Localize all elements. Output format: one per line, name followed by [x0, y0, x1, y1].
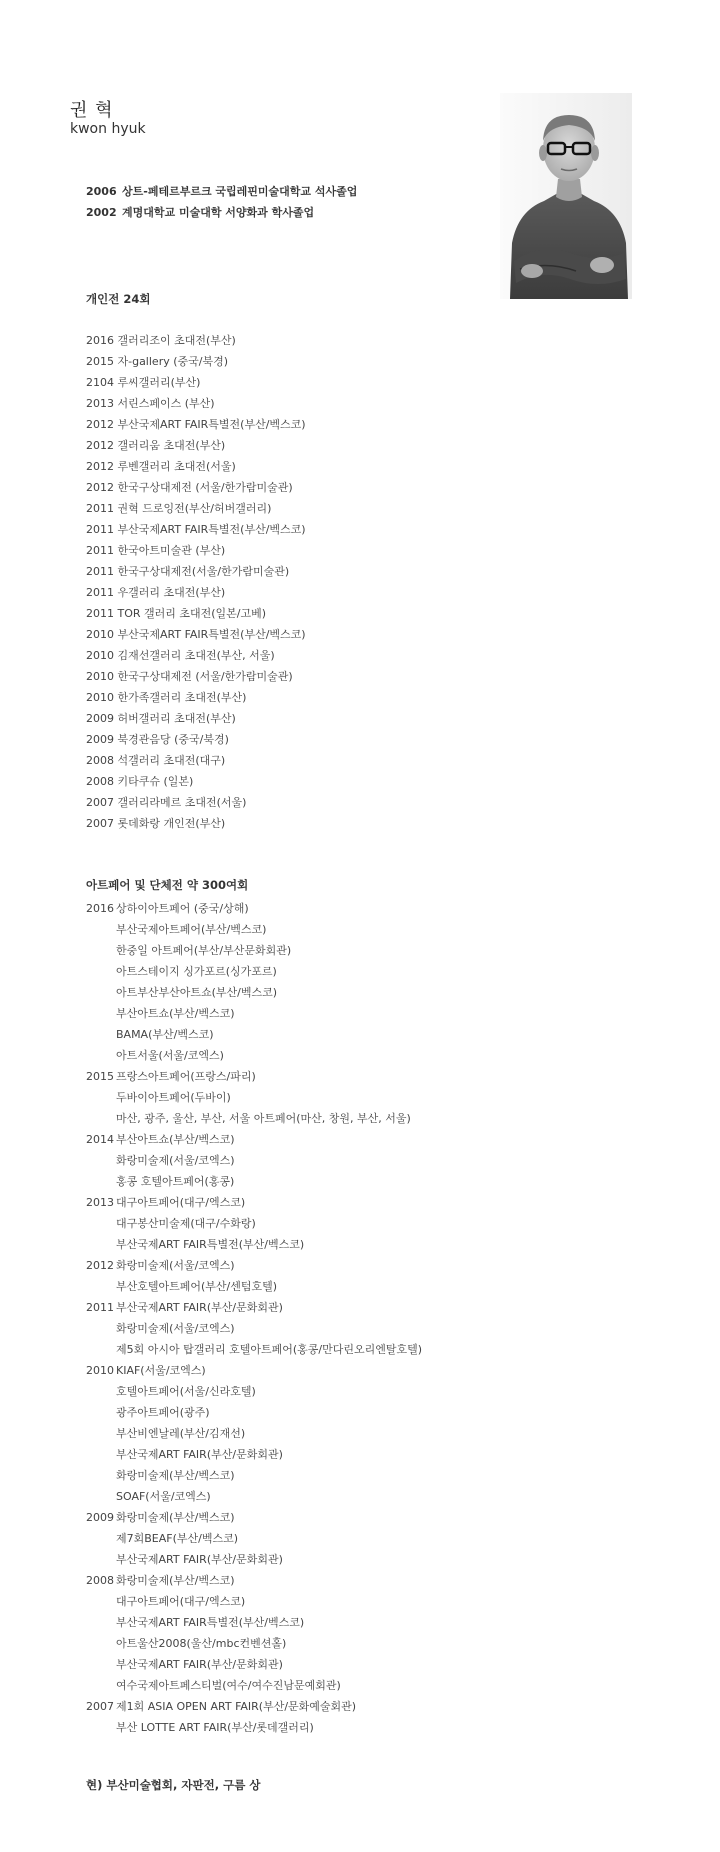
list-item: 2009 북경관음당 (중국/북경): [86, 733, 229, 746]
list-item: 2011 부산국제ART FAIR특별전(부산/벡스코): [86, 523, 306, 536]
fair-text: 제7회BEAF(부산/벡스코): [116, 1532, 239, 1545]
education-list: [86, 182, 357, 223]
fair-year: 2014: [86, 1133, 114, 1146]
list-item: 2012 한국구상대제전 (서울/한가람미술관): [86, 481, 293, 494]
fair-text: 여수국제아트페스티벌(여수/여수진남문예회관): [116, 1679, 341, 1692]
fair-text: 두바이아트페어(두바이): [116, 1091, 231, 1104]
fair-text: 프랑스아트페어(프랑스/파리): [116, 1070, 256, 1083]
fair-text: 대구봉산미술제(대구/수화랑): [116, 1217, 256, 1230]
fair-text: 부산 LOTTE ART FAIR(부산/롯데갤러리): [116, 1721, 314, 1734]
list-item: 2007 갤러리라메르 초대전(서울): [86, 796, 247, 809]
fair-text: 부산비엔날레(부산/김재선): [116, 1427, 246, 1440]
fair-text: 부산아트쇼(부산/벡스코): [116, 1133, 235, 1146]
list-item: 2012 루벤갤러리 초대전(서울): [86, 460, 236, 473]
artist-portrait-photo: [500, 93, 632, 299]
list-item: 2011 한국구상대제전(서울/한가람미술관): [86, 565, 290, 578]
artist-name-english: kwon hyuk: [70, 121, 146, 137]
fair-text: 아트부산부산아트쇼(부산/벡스코): [116, 986, 278, 999]
fair-year: 2013: [86, 1196, 114, 1209]
fair-text: 부산국제ART FAIR(부산/문화회관): [116, 1301, 283, 1314]
fair-year: 2011: [86, 1301, 114, 1314]
fair-text: 대구아트페어(대구/엑스코): [116, 1196, 246, 1209]
list-item: 2008 석갤러리 초대전(대구): [86, 754, 226, 767]
list-item: 2010 한가족갤러리 초대전(부산): [86, 691, 247, 704]
fair-text: 아트서울(서울/코엑스): [116, 1049, 224, 1062]
art-fairs-heading: 아트페어 및 단체전 약 300여회: [86, 878, 249, 892]
fair-text: 부산호텔아트페어(부산/센텀호텔): [116, 1280, 278, 1293]
list-item: 2012 갤러리움 초대전(부산): [86, 439, 226, 452]
list-item: 2012 부산국제ART FAIR특별전(부산/벡스코): [86, 418, 306, 431]
fair-text: 부산국제아트페어(부산/벡스코): [116, 923, 267, 936]
education-year: 2002: [86, 205, 117, 219]
education-item: [86, 203, 357, 224]
fair-year: 2016: [86, 902, 114, 915]
fair-year: 2015: [86, 1070, 114, 1083]
list-item: 2013 서린스페이스 (부산): [86, 397, 215, 410]
list-item: 2011 우갤러리 초대전(부산): [86, 586, 226, 599]
list-item: 2011 권혁 드로잉전(부산/허버갤러리): [86, 502, 272, 515]
fair-text: KIAF(서울/코엑스): [116, 1364, 206, 1377]
list-item: 2015 자-gallery (중국/북경): [86, 355, 229, 368]
fair-text: 아트울산2008(울산/mbc컨벤션홀): [116, 1637, 287, 1650]
fair-text: 부산국제ART FAIR(부산/문화회관): [116, 1553, 283, 1566]
list-item: 2010 한국구상대제전 (서울/한가람미술관): [86, 670, 293, 683]
fair-year: 2012: [86, 1259, 114, 1272]
fair-text: 화랑미술제(부산/벡스코): [116, 1574, 235, 1587]
fair-text: SOAF(서울/코엑스): [116, 1490, 211, 1503]
fair-text: 부산국제ART FAIR특별전(부산/벡스코): [116, 1616, 305, 1629]
fair-text: 부산국제ART FAIR(부산/문화회관): [116, 1658, 283, 1671]
fair-text: 광주아트페어(광주): [116, 1406, 210, 1419]
fair-text: 부산아트쇼(부산/벡스코): [116, 1007, 235, 1020]
fair-text: 화랑미술제(서울/코엑스): [116, 1322, 235, 1335]
fair-text: 상하이아트페어 (중국/상해): [116, 902, 249, 915]
list-item: 2009 허버갤러리 초대전(부산): [86, 712, 236, 725]
education-year: 2006: [86, 185, 117, 198]
fair-year: 2007: [86, 1700, 114, 1713]
fair-text: 홍콩 호텔아트페어(홍콩): [116, 1175, 235, 1188]
fair-text: 대구아트페어(대구/엑스코): [116, 1595, 246, 1608]
fair-text: 화랑미술제(서울/코엑스): [116, 1259, 235, 1272]
education-item: [86, 182, 357, 203]
fair-year: 2009: [86, 1511, 114, 1524]
fair-text: 화랑미술제(부산/벡스코): [116, 1511, 235, 1524]
fair-text: 제1회 ASIA OPEN ART FAIR(부산/문화예술회관): [116, 1700, 357, 1713]
list-item: 2007 롯데화랑 개인전(부산): [86, 817, 226, 830]
fair-year: 2010: [86, 1364, 114, 1377]
fair-text: 제5회 아시아 탑갤러리 호텔아트페어(홍콩/만다린오리엔탈호텔): [116, 1343, 423, 1356]
fair-text: 부산국제ART FAIR특별전(부산/벡스코): [116, 1238, 305, 1251]
solo-exhibitions-list: [86, 330, 306, 834]
fair-text: 마산, 광주, 울산, 부산, 서울 아트페어(마산, 창원, 부산, 서울): [116, 1112, 411, 1125]
list-item: 2010 김재선갤러리 초대전(부산, 서울): [86, 649, 275, 662]
solo-exhibitions-heading: 개인전 24회: [86, 292, 151, 306]
fair-text: 부산국제ART FAIR(부산/문화회관): [116, 1448, 283, 1461]
list-item: 2016 갤러리조이 초대전(부산): [86, 334, 236, 347]
list-item: 2008 키타쿠슈 (일본): [86, 775, 194, 788]
list-item: 2010 부산국제ART FAIR특별전(부산/벡스코): [86, 628, 306, 641]
list-item: 2011 TOR 갤러리 초대전(일본/고베): [86, 607, 267, 620]
list-item: 2104 루씨갤러리(부산): [86, 376, 201, 389]
fair-text: 호텔아트페어(서울/신라호텔): [116, 1385, 256, 1398]
fair-text: 한중일 아트페어(부산/부산문화회관): [116, 944, 292, 957]
current-affiliation: 현) 부산미술협회, 자판전, 구름 상: [86, 1778, 261, 1792]
fair-year: 2008: [86, 1574, 114, 1587]
education-text: 계명대학교 미술대학 서양화과 학사졸업: [122, 205, 315, 219]
artist-name-korean: 권 혁: [70, 100, 114, 121]
fair-text: 화랑미술제(부산/벡스코): [116, 1469, 235, 1482]
fair-text: BAMA(부산/벡스코): [116, 1028, 214, 1041]
list-item: 2011 한국아트미술관 (부산): [86, 544, 226, 557]
fair-text: 아트스테이지 싱가포르(싱가포르): [116, 965, 277, 978]
education-text: 상트-페테르부르크 국립레핀미술대학교 석사졸업: [122, 185, 358, 198]
fair-text: 화랑미술제(서울/코엑스): [116, 1154, 235, 1167]
